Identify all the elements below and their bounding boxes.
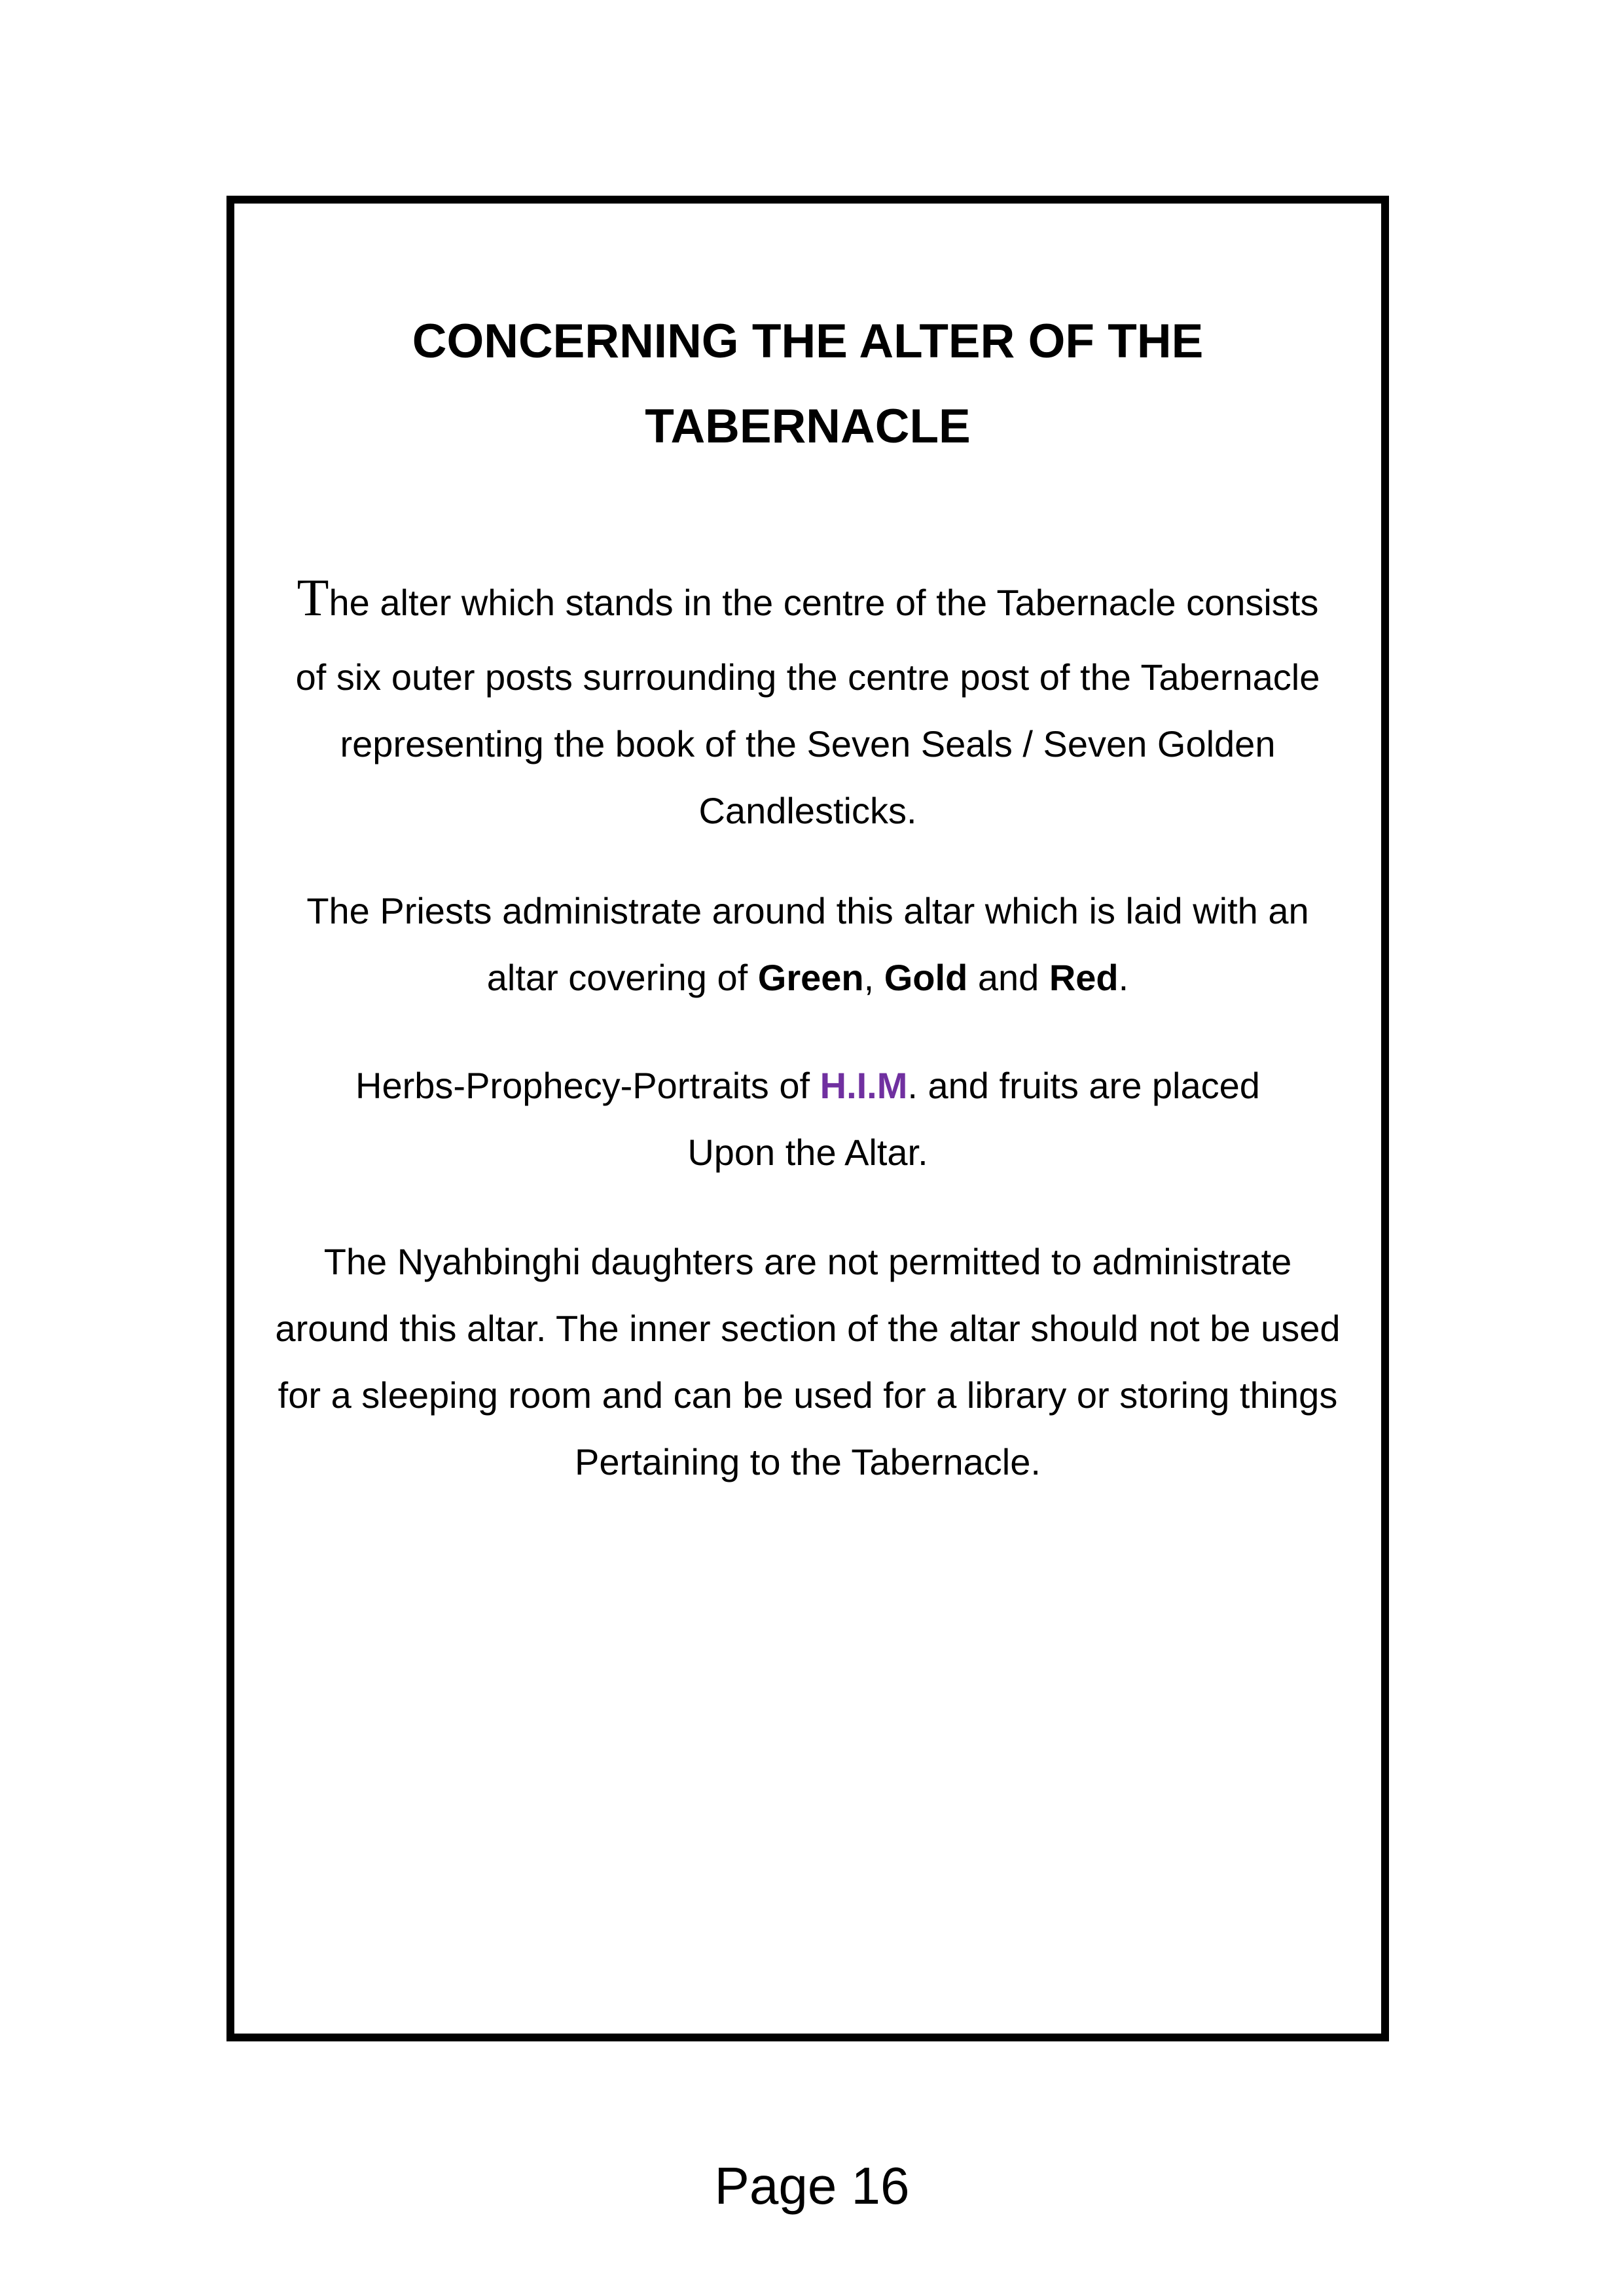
paragraph-priests: [247, 878, 1368, 1011]
paragraph-offerings: [247, 1052, 1368, 1186]
paragraph2-prefix: altar covering of: [486, 957, 758, 998]
paragraph4-line-4: Pertaining to the Tabernacle.: [575, 1441, 1041, 1482]
paragraph2-line-1: The Priests administrate around this altar which is laid with an: [306, 890, 1309, 931]
paragraph3-line-1: [247, 1052, 1368, 1119]
paragraph2-suffix: .: [1118, 957, 1129, 998]
paragraph4-line-2: around this altar. The inner section of the altar should not be used: [275, 1308, 1341, 1349]
drop-cap: T: [297, 569, 329, 627]
paragraph1-line-1-text: he alter which stands in the centre of the Tabernacle consists: [329, 582, 1319, 623]
paragraph-altar-description: [247, 557, 1368, 844]
page-border-frame: [226, 196, 1389, 2041]
paragraph4-line-3: for a sleeping room and can be used for a library or storing things: [278, 1374, 1338, 1416]
title-line-2: TABERNACLE: [645, 400, 971, 453]
paragraph-daughters: [247, 1229, 1368, 1496]
paragraph4-line-1: The Nyahbinghi daughters are not permitted to administrate: [323, 1241, 1292, 1282]
color-green-label: Green: [757, 957, 864, 998]
paragraph2-line-2: [247, 944, 1368, 1011]
color-gold-label: Gold: [884, 957, 968, 998]
color-red-label: Red: [1049, 957, 1119, 998]
page-number: Page 16: [714, 2157, 910, 2215]
title-line-1: CONCERNING THE ALTER OF THE: [412, 315, 1204, 368]
paragraph3-suffix: . and fruits are placed: [907, 1065, 1260, 1106]
paragraph1-line-3: representing the book of the Seven Seals / Seven Golden: [340, 723, 1276, 764]
page-title: [234, 299, 1381, 469]
paragraph3-prefix: Herbs-Prophecy-Portraits of: [355, 1065, 820, 1106]
paragraph1-line-2: of six outer posts surrounding the centre post of the Tabernacle: [295, 656, 1320, 698]
paragraph1-line-4: Candlesticks.: [698, 790, 917, 831]
him-highlight: H.I.M: [820, 1065, 908, 1106]
separator-1: ,: [863, 957, 884, 998]
paragraph3-line-2: Upon the Altar.: [687, 1132, 928, 1173]
paragraph1-line-1: [247, 557, 1368, 644]
separator-2: and: [967, 957, 1049, 998]
